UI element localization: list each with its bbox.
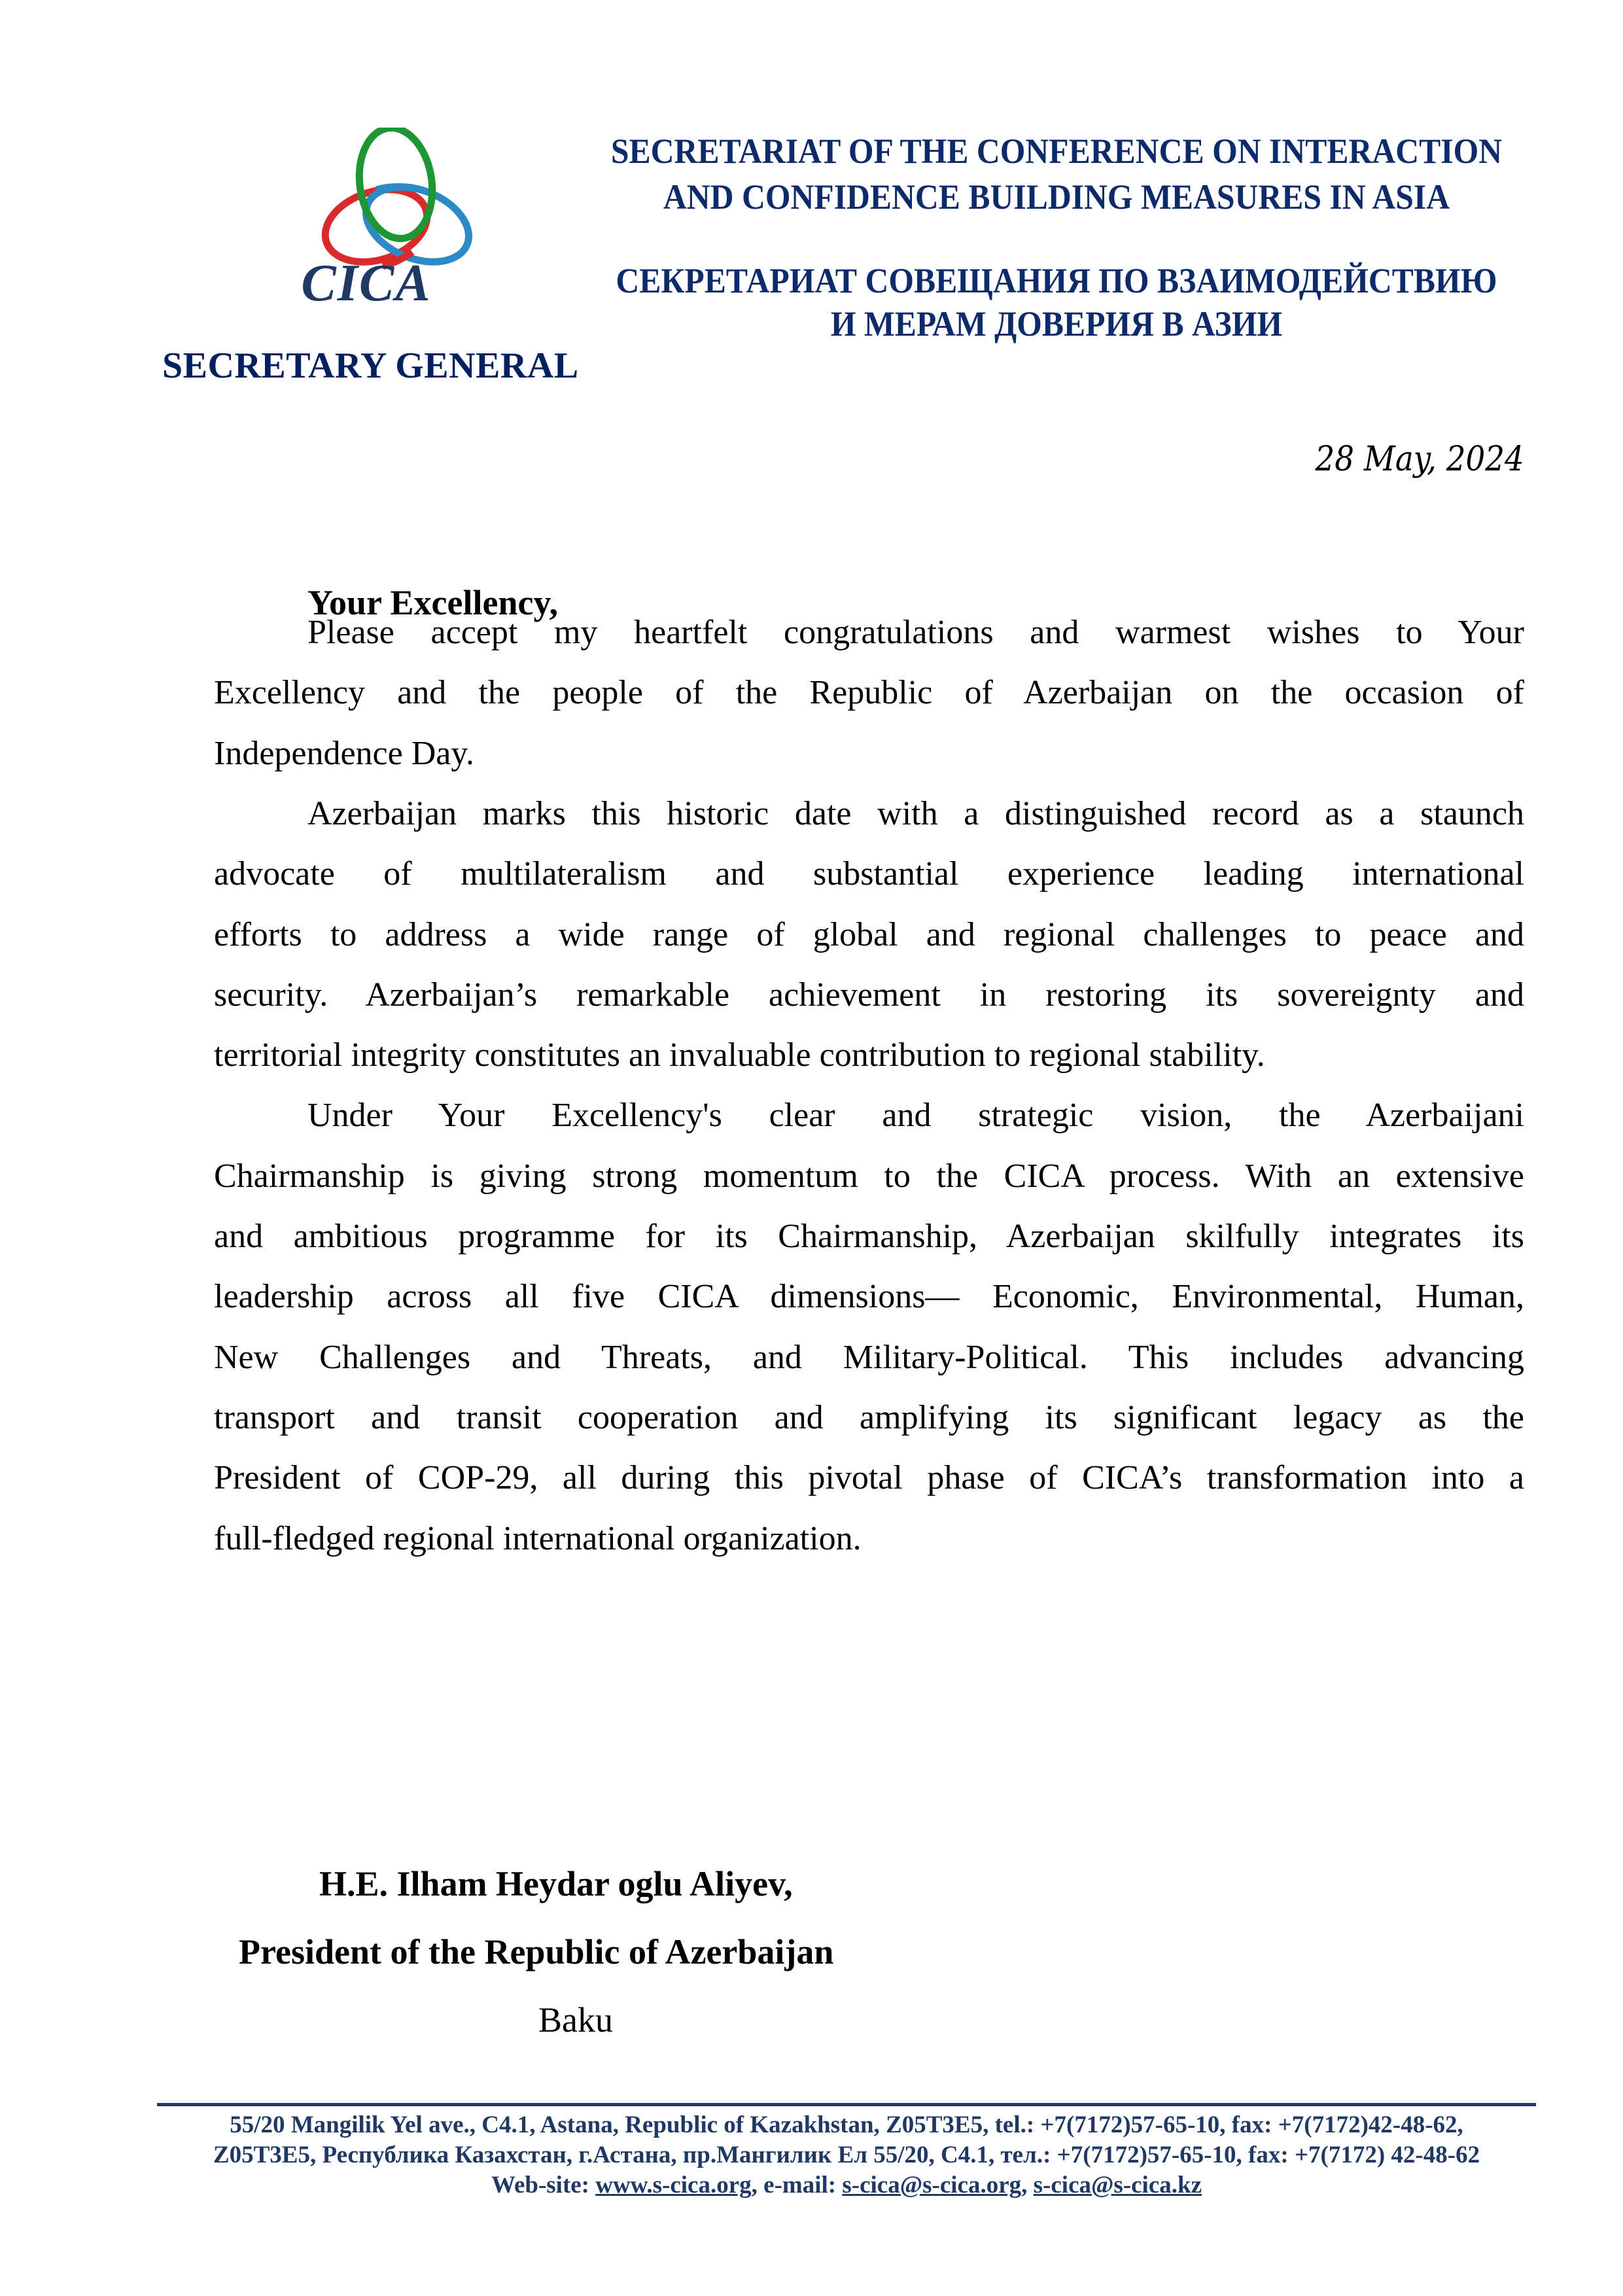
body-line: Excellency and the people of the Republic of Azerbaijan on the occasion of bbox=[214, 674, 1524, 711]
body-line: Azerbaijan marks this historic date with a distinguished record as a staunch bbox=[307, 795, 1524, 832]
body-line: advocate of multilateralism and substantial experience leading international bbox=[214, 855, 1524, 892]
body-line: transport and transit cooperation and amplifying its significant legacy as the bbox=[214, 1399, 1524, 1436]
body-line: Please accept my heartfelt congratulations and warmest wishes to Your bbox=[307, 614, 1524, 651]
addressee-name: H.E. Ilham Heydar oglu Aliyev, bbox=[319, 1864, 793, 1903]
body-line: President of COP-29, all during this pivotal phase of CICA’s transformation into a bbox=[214, 1459, 1524, 1496]
footer-address-ru: Z05T3E5, Республика Казахстан, г.Астана, пр.Мангилик Ел 55/20, С4.1, тел.: +7(7172)57-65-10, fax: +7(7172) 42-48-62 bbox=[213, 2142, 1480, 2168]
email-link-kz[interactable]: s-cica@s-cica.kz bbox=[1033, 2172, 1202, 2199]
body-line: Chairmanship is giving strong momentum to the CICA process. With an extensive bbox=[214, 1157, 1524, 1195]
email-link-org[interactable]: s-cica@s-cica.org bbox=[842, 2172, 1022, 2199]
email-separator: , bbox=[1021, 2172, 1034, 2199]
org-name-en-line-1: SECRETARIAT OF THE CONFERENCE ON INTERACTION bbox=[610, 132, 1503, 171]
body-line: and ambitious programme for its Chairmanship, Azerbaijan skilfully integrates its bbox=[214, 1218, 1524, 1255]
footer-address-en: 55/20 Mangilik Yel ave., C4.1, Astana, Republic of Kazakhstan, Z05T3E5, tel.: +7(7172)57-65-10, fax: +7(7172)42-48-62, bbox=[230, 2111, 1463, 2138]
footer-contacts bbox=[157, 2171, 1536, 2199]
website-link[interactable]: www.s-cica.org bbox=[595, 2172, 752, 2199]
body-line: New Challenges and Threats, and Military-Political. This includes advancing bbox=[214, 1339, 1524, 1376]
cica-wordmark: CICA bbox=[301, 255, 432, 312]
letter-date: 28 May, 2024 bbox=[1315, 440, 1524, 479]
body-line: leadership across all five CICA dimensions— Economic, Environmental, Human, bbox=[214, 1278, 1524, 1315]
salutation: Your Excellency, bbox=[307, 583, 558, 622]
body-line: Under Your Excellency's clear and strategic vision, the Azerbaijani bbox=[307, 1097, 1524, 1134]
website-label: Web-site: bbox=[491, 2172, 596, 2199]
secretary-general-title: SECRETARY GENERAL bbox=[162, 345, 579, 386]
org-name-ru-line-2: И МЕРАМ ДОВЕРИЯ В АЗИИ bbox=[830, 304, 1283, 344]
addressee-title: President of the Republic of Azerbaijan bbox=[239, 1932, 834, 1971]
body-line: Independence Day. bbox=[214, 735, 474, 772]
org-name-ru-line-1: СЕКРЕТАРИАТ СОВЕЩАНИЯ ПО ВЗАИМОДЕЙСТВИЮ bbox=[616, 261, 1497, 300]
body-line: full-fledged regional international organization. bbox=[214, 1520, 862, 1557]
body-line: territorial integrity constitutes an invaluable contribution to regional stability. bbox=[214, 1036, 1265, 1074]
org-name-en-line-2: AND CONFIDENCE BUILDING MEASURES IN ASIA bbox=[663, 177, 1450, 217]
email-label: , e-mail: bbox=[751, 2172, 843, 2199]
body-line: security. Azerbaijan’s remarkable achievement in restoring its sovereignty and bbox=[214, 976, 1524, 1014]
addressee-city: Baku bbox=[538, 2000, 613, 2040]
footer-divider bbox=[157, 2103, 1536, 2106]
body-line: efforts to address a wide range of global and regional challenges to peace and bbox=[214, 916, 1524, 953]
